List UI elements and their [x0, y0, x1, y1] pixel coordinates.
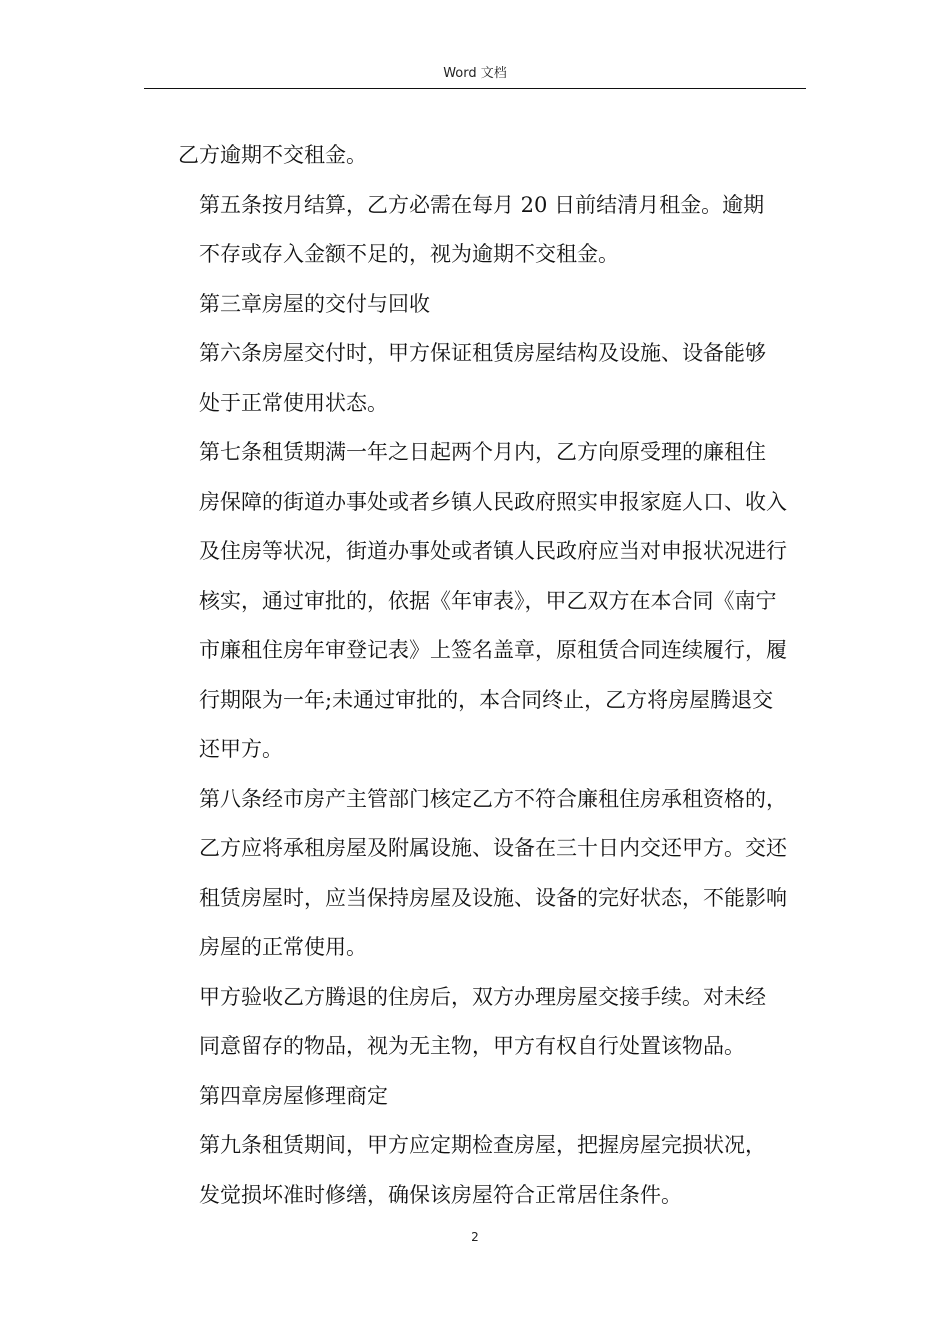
text-line: 市廉租住房年审登记表》上签名盖章，原租赁合同连续履行，履 [199, 638, 787, 662]
text-line: 行期限为一年;未通过审批的，本合同终止，乙方将房屋腾退交 [199, 687, 774, 712]
text-line: 及住房等状况，街道办事处或者镇人民政府应当对申报状况进行 [199, 539, 787, 563]
paragraph [178, 775, 810, 973]
header-rule [144, 88, 806, 89]
paragraph [178, 329, 810, 428]
paragraph [178, 280, 810, 330]
document-body [178, 131, 810, 1220]
text-line: 第五条按月结算，乙方必需在每月 20 日前结清月租金。逾期 [199, 192, 765, 217]
paragraph [178, 131, 810, 181]
text-line: 核实，通过审批的，依据《年审表》，甲乙双方在本合同《南宁 [199, 588, 777, 613]
paragraph [178, 428, 810, 775]
header-title: Word 文档 [443, 66, 507, 81]
page-number: 2 [471, 1230, 479, 1244]
paragraph [178, 1072, 810, 1122]
paragraph [178, 973, 810, 1072]
paragraph [178, 181, 810, 280]
text-line: 第六条房屋交付时，甲方保证租赁房屋结构及设施、设备能够 [199, 341, 766, 365]
text-line: 不存或存入金额不足的，视为逾期不交租金。 [199, 242, 619, 266]
text-line: 第八条经市房产主管部门核定乙方不符合廉租住房承租资格的， [199, 786, 787, 811]
paragraph [178, 1121, 810, 1220]
text-line: 房保障的街道办事处或者乡镇人民政府照实申报家庭人口、收入 [199, 489, 787, 514]
text-line: 第七条租赁期满一年之日起两个月内，乙方向原受理的廉租住 [199, 440, 766, 464]
text-line: 甲方验收乙方腾退的住房后，双方办理房屋交接手续。对未经 [199, 984, 766, 1009]
text-line: 发觉损坏准时修缮，确保该房屋符合正常居住条件。 [199, 1182, 682, 1207]
text-line: 同意留存的物品，视为无主物，甲方有权自行处置该物品。 [199, 1034, 745, 1058]
text-line: 第三章房屋的交付与回收 [199, 291, 430, 316]
text-line: 处于正常使用状态。 [199, 390, 388, 415]
text-line: 乙方逾期不交租金。 [178, 143, 367, 167]
text-line: 第九条租赁期间，甲方应定期检查房屋，把握房屋完损状况， [199, 1133, 766, 1157]
text-line: 还甲方。 [199, 737, 283, 761]
text-line: 乙方应将承租房屋及附属设施、设备在三十日内交还甲方。交还 [199, 836, 787, 860]
text-line: 租赁房屋时，应当保持房屋及设施、设备的完好状态，不能影响 [199, 885, 787, 910]
text-line: 第四章房屋修理商定 [199, 1083, 388, 1108]
text-line: 房屋的正常使用。 [199, 935, 367, 959]
